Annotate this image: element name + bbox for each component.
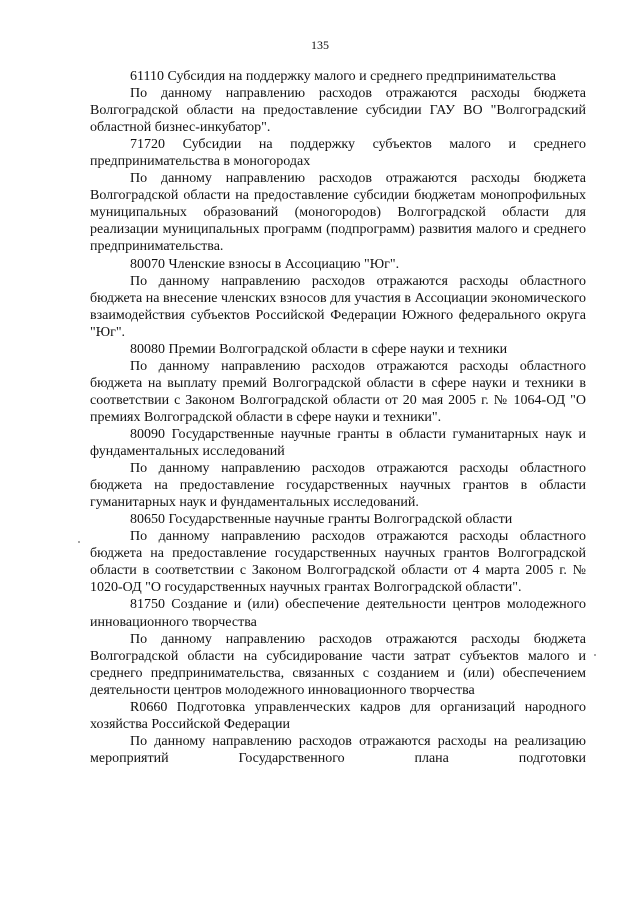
description-paragraph: По данному направлению расходов отражаются расходы областного бюджета на предоставление государственных научных грантов Волгоградской области в соответствии с Законом Волгоградской области от 4 марта 2005 г. № 1020-ОД "О государственных научных грантах Волгоградской области". (90, 529, 586, 596)
budget-code-heading: 80090 Государственные научные гранты в области гуманитарных наук и фундаментальных исследований (90, 426, 586, 460)
description-paragraph: По данному направлению расходов отражаются расходы на реализацию мероприятий Государственного плана подготовки (90, 733, 586, 766)
document-body (90, 68, 586, 767)
description-paragraph: По данному направлению расходов отражаются расходы бюджета Волгоградской области на предоставление субсидии ГАУ ВО "Волгоградский областной бизнес-инкубатор". (90, 86, 586, 136)
description-paragraph: По данному направлению расходов отражаются расходы бюджета Волгоградской области на субсидирование части затрат субъектов малого и среднего предпринимательства, связанных с созданием и (или) обеспечением деятельности центров молодежного инновационного творчества (90, 631, 586, 698)
budget-code-heading: 80070 Членские взносы в Ассоциацию "Юг". (130, 256, 400, 272)
budget-code-heading: 80650 Государственные научные гранты Волгоградской области (130, 512, 513, 528)
budget-code-heading: R0660 Подготовка управленческих кадров для организаций народного хозяйства Российской Федерации (90, 699, 586, 732)
description-paragraph: По данному направлению расходов отражаются расходы бюджета Волгоградской области на предоставление субсидии бюджетам монопрофильных муниципальных образований (моногородов) Волгоградской области для реализации муниципальных программ (подпрограмм) развития малого и среднего предпринимательства. (90, 171, 586, 255)
description-paragraph: По данному направлению расходов отражаются расходы областного бюджета на внесение членских взносов для участия в Ассоциации экономического взаимодействия субъектов Российской Федерации Южного федерального округа "Юг". (90, 273, 586, 340)
budget-code-heading: 71720 Субсидии на поддержку субъектов малого и среднего предпринимательства в моногородах (90, 137, 586, 170)
scan-speck (78, 541, 80, 543)
budget-code-heading: 80080 Премии Волгоградской области в сфере науки и техники (130, 341, 508, 357)
description-paragraph: По данному направлению расходов отражаются расходы областного бюджета на предоставление государственных научных грантов в области гуманитарных наук и фундаментальных исследований. (90, 461, 586, 511)
page-number: 135 (311, 38, 329, 52)
description-paragraph: По данному направлению расходов отражаются расходы областного бюджета на выплату премий Волгоградской области в сфере науки и техники в соответствии с Законом Волгоградской области от 20 мая 2005 г. № 1064-ОД "О премиях Волгоградской области в сфере науки и техники". (90, 358, 586, 425)
scan-speck (594, 654, 596, 656)
budget-code-heading: 81750 Создание и (или) обеспечение деятельности центров молодежного инновационного творчества (90, 597, 586, 630)
budget-code-heading: 61110 Субсидия на поддержку малого и среднего предпринимательства (130, 69, 557, 84)
